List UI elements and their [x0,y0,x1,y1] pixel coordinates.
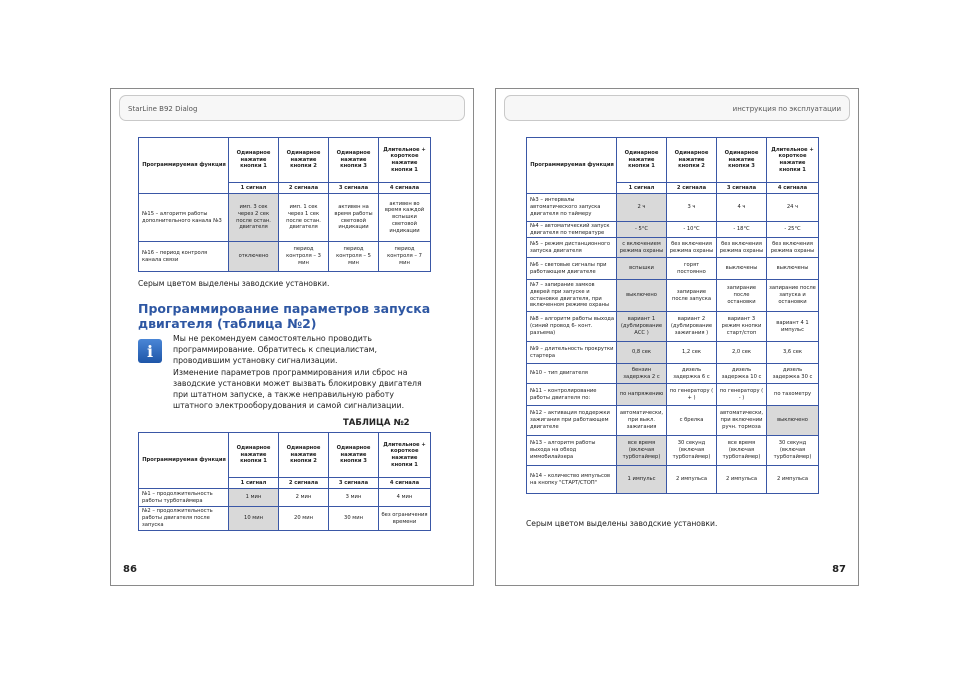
table-row [139,507,431,531]
value-cell: 2 импульса [767,466,819,494]
signal-label: 1 сигнал [229,478,279,489]
value-cell: 4 мин [379,489,431,507]
header-column: Одинарное нажатие кнопки 2 [279,138,329,183]
signal-label: 4 сигнала [379,183,431,194]
value-cell: активен во время каждой вспышки световой индикации [379,194,431,242]
header-column: Длительное + короткое нажатие кнопки 1 [767,138,819,183]
table-row [527,280,819,312]
function-cell: №8 – алгоритм работы выхода (синий провод 6- конт. разъема) [527,312,617,342]
table-header-row [139,138,431,183]
section-title: Программирование параметров запуска двигателя (таблица №2) [138,301,431,331]
value-cell: дизель задержка 6 с [667,364,717,384]
header-column: Одинарное нажатие кнопки 3 [329,433,379,478]
value-cell: выключено [767,406,819,436]
left-page [110,88,474,586]
value-cell: запирание после запуска [667,280,717,312]
value-cell: запирание после запуска и остановки [767,280,819,312]
value-cell: вариант 4 1 импульс [767,312,819,342]
table-2 [138,432,431,531]
value-cell: 24 ч [767,194,819,222]
function-cell: №15 – алгоритм работы дополнительного канала №3 [139,194,229,242]
value-cell: 20 мин [279,507,329,531]
table-row [527,384,819,406]
table-header-row [139,433,431,478]
value-cell: бензин задержка 2 с [617,364,667,384]
value-cell: 3 мин [329,489,379,507]
function-cell: №2 – продолжительность работы двигателя после запуска [139,507,229,531]
function-cell: №9 – длительность прокрутки стартера [527,342,617,364]
value-cell: 2 импульса [717,466,767,494]
value-cell: 30 секунд (включая турботаймер) [767,436,819,466]
header-column: Одинарное нажатие кнопки 3 [329,138,379,183]
value-cell: с включением режима охраны [617,238,667,258]
value-cell: выключены [767,258,819,280]
signal-label: 4 сигнала [767,183,819,194]
function-cell: №3 – интервалы автоматического запуска двигателя по таймеру [527,194,617,222]
value-cell: 0,8 сек [617,342,667,364]
value-cell: период контроля – 5 мин [329,242,379,272]
function-cell: №4 – автоматический запуск двигателя по температуре [527,222,617,238]
value-cell: вспышки [617,258,667,280]
function-cell: №5 – режим дистанционного запуска двигателя [527,238,617,258]
value-cell: отключено [229,242,279,272]
value-cell: все время (включая турботаймер) [717,436,767,466]
value-cell: 2 мин [279,489,329,507]
header-column: Одинарное нажатие кнопки 1 [229,138,279,183]
signal-label: 3 сигнала [329,183,379,194]
value-cell: имп. 3 сек через 2 сек после остан. двигателя [229,194,279,242]
header-function: Программируемая функция [139,433,229,489]
value-cell: имп. 1 сек через 1 сек после остан. двигателя [279,194,329,242]
function-cell: №7 – запирание замков дверей при запуске и остановке двигателя, при включенном режиме охраны [527,280,617,312]
table-3 [526,137,819,494]
value-cell: - 10°С [667,222,717,238]
signal-label: 2 сигнала [279,478,329,489]
table-row [527,258,819,280]
table-row [527,364,819,384]
value-cell: без включения режима охраны [767,238,819,258]
value-cell: без включения режима охраны [667,238,717,258]
value-cell: все время (включая турботаймер) [617,436,667,466]
table-row [139,242,431,272]
signal-label: 2 сигнала [667,183,717,194]
info-paragraph: Мы не рекомендуем самостоятельно проводить программирование. Обратитесь к специалистам, проводившим установку сигнализации. [173,334,378,365]
value-cell: вариант 2 (дублирование зажигания ) [667,312,717,342]
table-header-row [527,138,819,183]
header-column: Одинарное нажатие кнопки 3 [717,138,767,183]
value-cell: автоматически, при включении ручн. тормоза [717,406,767,436]
table-1 [138,137,431,272]
table-caption: ТАБЛИЦА №2 [343,418,410,428]
value-cell: 4 ч [717,194,767,222]
signal-label: 3 сигнала [717,183,767,194]
table-row [527,466,819,494]
header-function: Программируемая функция [527,138,617,194]
page-header [504,95,850,121]
table-row [139,489,431,507]
value-cell: 1 мин [229,489,279,507]
value-cell: вариант 3 режим кнопки старт/стоп [717,312,767,342]
value-cell: 30 мин [329,507,379,531]
value-cell: 10 мин [229,507,279,531]
function-cell: №1 – продолжительность работы турботаймера [139,489,229,507]
page-number: 87 [832,564,846,575]
header-title: StarLine B92 Dialog [128,105,198,113]
value-cell: - 18°С [717,222,767,238]
value-cell: дизель задержка 10 с [717,364,767,384]
signal-label: 1 сигнал [229,183,279,194]
table-row [527,436,819,466]
value-cell: - 25°С [767,222,819,238]
header-column: Длительное + короткое нажатие кнопки 1 [379,138,431,183]
function-cell: №10 – тип двигателя [527,364,617,384]
value-cell: по генератору ( + ) [667,384,717,406]
info-paragraph: Изменение параметров программирования или сброс на заводские установки может вызвать блокировку двигателя при штатном запуске, а также неправильную работу штатного электрооборудования и самой сигнализации. [173,368,422,410]
value-cell: 2,0 сек [717,342,767,364]
grey-note: Серым цветом выделены заводские установки. [138,279,330,288]
table-row [527,238,819,258]
value-cell: выключено [617,280,667,312]
value-cell: 2 ч [617,194,667,222]
value-cell: по генератору ( - ) [717,384,767,406]
value-cell: 1 импульс [617,466,667,494]
grey-note: Серым цветом выделены заводские установки. [526,519,718,528]
function-cell: №12 – активация поддержки зажигания при работающем двигателе [527,406,617,436]
header-column: Одинарное нажатие кнопки 2 [279,433,329,478]
table-row [527,406,819,436]
value-cell: дизель задержка 30 с [767,364,819,384]
function-cell: №14 – количество импульсов на кнопку "СТАРТ/СТОП" [527,466,617,494]
value-cell: активен на время работы световой индикации [329,194,379,242]
header-column: Одинарное нажатие кнопки 2 [667,138,717,183]
value-cell: по напряжению [617,384,667,406]
value-cell: выключены [717,258,767,280]
value-cell: 3 ч [667,194,717,222]
header-title: инструкция по эксплуатации [732,105,841,113]
value-cell: без включения режима охраны [717,238,767,258]
value-cell: по тахометру [767,384,819,406]
value-cell: период контроля – 7 мин [379,242,431,272]
signal-label: 4 сигнала [379,478,431,489]
function-cell: №6 – световые сигналы при работающем двигателе [527,258,617,280]
value-cell: период контроля – 3 мин [279,242,329,272]
page-header [119,95,465,121]
header-column: Длительное + короткое нажатие кнопки 1 [379,433,431,478]
signal-label: 2 сигнала [279,183,329,194]
value-cell: - 5°С [617,222,667,238]
value-cell: горят постоянно [667,258,717,280]
table-row [527,312,819,342]
value-cell: с брелка [667,406,717,436]
header-column: Одинарное нажатие кнопки 1 [617,138,667,183]
info-text [173,334,433,414]
info-icon: i [138,339,162,363]
header-function: Программируемая функция [139,138,229,194]
page-number: 86 [123,564,137,575]
table-row [527,222,819,238]
header-column: Одинарное нажатие кнопки 1 [229,433,279,478]
value-cell: без ограничения времени [379,507,431,531]
value-cell: 2 импульса [667,466,717,494]
table-row [527,194,819,222]
value-cell: 1,2 сек [667,342,717,364]
value-cell: запирание после остановки [717,280,767,312]
right-page [495,88,859,586]
value-cell: вариант 1 (дублирование АСС ) [617,312,667,342]
table-row [527,342,819,364]
function-cell: №13 – алгоритм работы выхода на обход иммобилайзера [527,436,617,466]
signal-label: 1 сигнал [617,183,667,194]
value-cell: автоматически, при выкл. зажигания [617,406,667,436]
signal-label: 3 сигнала [329,478,379,489]
value-cell: 30 секунд (включая турботаймер) [667,436,717,466]
function-cell: №11 – контролирование работы двигателя по: [527,384,617,406]
value-cell: 3,6 сек [767,342,819,364]
table-row [139,194,431,242]
function-cell: №16 – период контроля канала связи [139,242,229,272]
